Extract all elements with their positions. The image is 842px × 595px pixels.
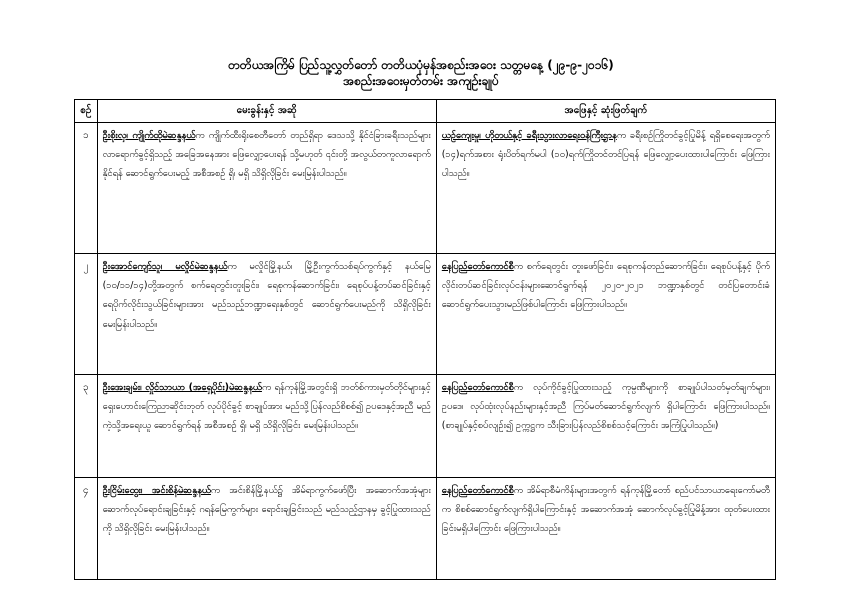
answer-text: က ခရီးစဉ်ကြိုတင်ခွင့်ပြုမိန့် ရရှိစေရေးအတွက် (၁၄)ရက်အစား ရုံးပိတ်ရက်မပါ (၁၀)ရက်ကြိုတင်တင်ပြရန် ဖြေလျှော့ပေးထားပါကြောင်း ဖြေကြားပါသည်။ bbox=[441, 130, 770, 180]
answer-cell bbox=[436, 123, 775, 254]
answer-text: က စက်ရေတွင်း တူးဖော်ခြင်း၊ ရေစုကန်တည်ဆောက်ခြင်း၊ ရေစုပ်ပန့်နှင့် ပိုက်လိုင်းတပ်ဆင်ခြင်းလုပ်ငန်းများဆောင်ရွက်ရန် ၂၀၂၀-၂၀၂၁ ဘဏ္ဍာနှစ်တွင် တင်ပြတောင်းခံ ဆောင်ရွက်ပေးသွားမည်ဖြစ်ပါကြောင်း ဖြေကြားပါသည်။ bbox=[441, 261, 770, 311]
column-header-number: စဉ် bbox=[75, 100, 98, 123]
question-text: က အင်းစိန်မြို့နယ်၌ အိမ်ရာကွက်ဖော်ပြီး အဆောက်အအုံများ ဆောက်လုပ်ရောင်းချခြင်းနှင့် ဂရန်မြေကွက်များ ရောင်းချခြင်းသည် မည်သည့်ဌာနမှ ခွင့်ပြုထားသည်ကို သိရှိလိုခြင်း မေးမြန်းပါသည်။ bbox=[102, 485, 431, 535]
question-speaker: ဦးစိုးလှ၊ ကျိုက်ထိုမဲဆန္ဒနယ် bbox=[102, 130, 196, 141]
table-row bbox=[75, 254, 776, 375]
row-number: ၂ bbox=[75, 254, 98, 375]
question-cell bbox=[97, 254, 436, 375]
answer-cell bbox=[436, 375, 775, 478]
question-cell bbox=[97, 478, 436, 580]
title-line-2: အစည်းအဝေးမှတ်တမ်း အကျဉ်းချုပ် bbox=[343, 74, 499, 88]
answer-text: က အိမ်ရာစီမံကိန်းများအတွက် ရန်ကုန်မြို့တော် စည်ပင်သာယာရေးကော်မတီက စိစစ်ဆောင်ရွက်လျက်ရှိပါကြောင်းနှင့် အဆောက်အအုံ ဆောက်လုပ်ခွင့်ပြုမိန့်အား ထုတ်ပေးထားခြင်းမရှိပါကြောင်း ဖြေကြားပါသည်။ bbox=[441, 485, 770, 535]
column-header-question: မေးခွန်းနှင့် အဆို bbox=[97, 100, 436, 123]
answer-cell bbox=[436, 478, 775, 580]
table-row bbox=[75, 375, 776, 478]
question-speaker: ဦးအောင်ကျော်သူ၊ မလှိုင်မဲဆန္ဒနယ် bbox=[102, 261, 228, 272]
answer-text: က လုပ်ကိုင်ခွင့်ပြုထားသည့် ကုမ္ပဏီများကို စာချုပ်ပါသတ်မှတ်ချက်များ၊ ဥပဒေ၊ လုပ်ထုံးလုပ်နည်းများနှင့်အညီ ကြပ်မတ်ဆောင်ရွက်လျက် ရှိပါကြောင်း ဖြေကြားပါသည်။ (စာချုပ်နှင့်စပ်လျဉ်း၍ ဥက္ကဋ္ဌက သီးခြားပြန်လည်စိစစ်သင့်ကြောင်း အကြံပြုပါသည်။) bbox=[441, 382, 770, 432]
title-line-1: တတိယအကြိမ် ပြည်သူ့လွှတ်တော် တတိယပုံမှန်အစည်းအဝေး သတ္တမနေ့ (၂၉-၉-၂၀၁၆) bbox=[228, 58, 614, 72]
question-text: က မလှိုင်မြို့နယ်၊ မြို့ဦးကွက်သစ်ရပ်ကွက်နှင့် နယ်မြေ (၁၀/၁၁/၁၄)တို့အတွက် စက်ရေတွင်းတူးခြင်း၊ ရေစုကန်ဆောက်ခြင်း၊ ရေစုပ်ပန့်တပ်ဆင်ခြင်းနှင့် ရေပိုက်လိုင်းသွယ်ခြင်းများအား မည်သည့်ဘဏ္ဍာရေးနှစ်တွင် ဆောင်ရွက်ပေးမည်ကို သိရှိလိုခြင်း မေးမြန်းပါသည်။ bbox=[102, 261, 431, 330]
question-cell bbox=[97, 123, 436, 254]
row-number: ၃ bbox=[75, 375, 98, 478]
summary-table bbox=[74, 99, 776, 580]
answer-speaker: နေပြည်တော်ကောင်စီ bbox=[441, 485, 514, 496]
question-text: က ကျိုက်ထီးရိုးစေတီတော် တည်ရှိရာ ဒေသသို့ နိုင်ငံခြားခရီးသည်များ လာရောက်ခွင့်ရှိသည့် အခြေအနေအား ဖြေလျှော့ပေးရန် သို့မဟုတ် ၎င်းတို့ အလွယ်တကူလာရောက်နိုင်ရန် ဆောင်ရွက်ပေးမည့် အစီအစဉ် ရှိ၊ မရှိ သိရှိလိုခြင်း မေးမြန်းပါသည်။ bbox=[102, 130, 431, 180]
question-text: က ရန်ကုန်မြို့အတွင်းရှိ ဘတ်စ်ကားမှတ်တိုင်များနှင့် ရှေးဟောင်းကြေညာဆိုင်းဘုတ် လုပ်ပိုင်ခွင့် စာချုပ်အား မည်သို့ပြန်လည်စိစစ်၍ ဥပဒေနှင့်အညီ မည်ကဲ့သို့အရေးယူ ဆောင်ရွက်ရန် အစီအစဉ် ရှိ၊ မရှိ သိရှိလိုခြင်း မေးမြန်းပါသည်။ bbox=[102, 382, 431, 432]
answer-speaker: နေပြည်တော်ကောင်စီ bbox=[441, 382, 514, 393]
table-row bbox=[75, 478, 776, 580]
table-header-row bbox=[75, 100, 776, 123]
document-title bbox=[0, 57, 842, 89]
question-cell bbox=[97, 375, 436, 478]
column-header-answer: အဖြေနှင့် ဆုံးဖြတ်ချက် bbox=[436, 100, 775, 123]
row-number: ၄ bbox=[75, 478, 98, 580]
answer-speaker: ယဉ်ကျေးမှု၊ ဟိုတယ်နှင့် ခရီးသွားလာရေးဝန်ကြီးဌာန bbox=[441, 130, 617, 141]
question-speaker: ဦးအေးချမ်း၊ လှိုင်သာယာ (အရှေ့ပိုင်း)မဲဆန္ဒနယ် bbox=[102, 382, 262, 393]
table-row bbox=[75, 123, 776, 254]
answer-cell bbox=[436, 254, 775, 375]
answer-speaker: နေပြည်တော်ကောင်စီ bbox=[441, 261, 514, 272]
row-number: ၁ bbox=[75, 123, 98, 254]
question-speaker: ဦးငြိမ်းထွေး၊ အင်းစိန်မဲဆန္ဒနယ် bbox=[102, 485, 211, 496]
